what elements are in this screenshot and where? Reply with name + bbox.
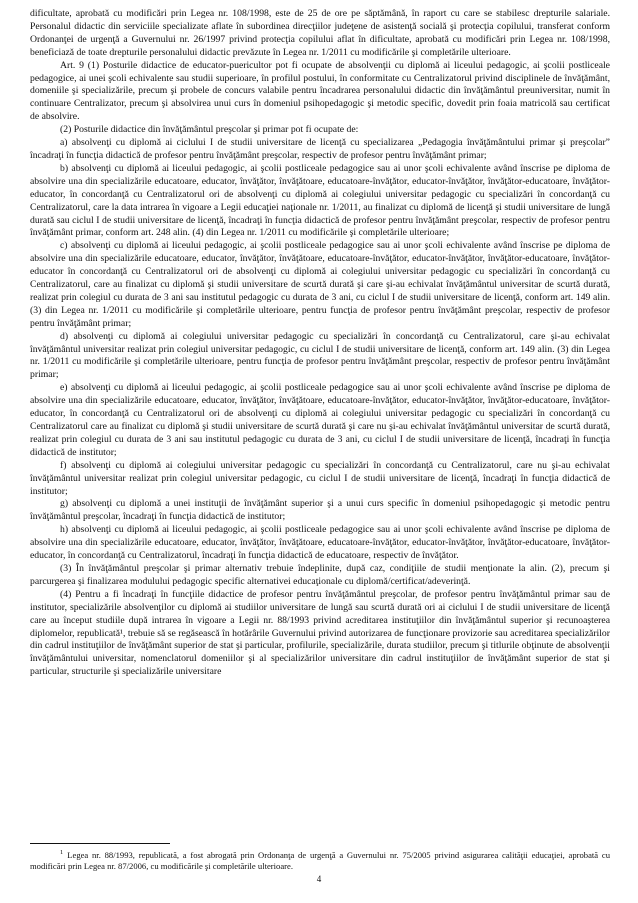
page-number: 4: [316, 874, 322, 884]
paragraph-item-h: h) absolvenţi cu diplomă ai liceului pedagogic, ai şcolii postliceale pedagogice sau ai unor şcoli echivalente având înscrise pe diploma de absolvire una din specializările educatoare, educator, învăţător, învăţătoare, educatoare-învăţător, educator-învăţător, învăţător-educatoare, învăţător-educator, în concordanţă cu Centralizatorul, încadraţi în funcţia didactică de educatoare, respectiv de învăţător.: [30, 524, 610, 562]
paragraph-item-c: c) absolvenţi cu diplomă ai liceului pedagogic, ai şcolii postliceale pedagogice sau ai unor şcoli echivalente având înscrise pe diploma de absolvire una din specializările educatoare, educator, învăţător, învăţătoare, educatoare-învăţător, educator-învăţător, învăţător-educatoare, învăţător-educator în concordanţă cu Centralizatorul ori de absolvenţi cu diplomă ai colegiului universitar pedagogic cu specializări în concordanţă cu Centralizatorul, care au finalizat cu diplomă şi studii universitare de scurtă durată şi care şi-au echivalat învăţământul universitar de scurtă durată, realizat prin colegiul cu durata de 3 ani sau institutul pedagogic cu durata de 3 ani, cu ciclul I de studii universitare de licenţă, conform art. 149 alin. (3) din Legea nr. 1/2011 cu modificările şi completările ulterioare, pentru funcţia de profesor pentru învăţământ preşcolar, respectiv de profesor pentru învăţământ primar;: [30, 240, 610, 329]
paragraph-item-a: a) absolvenţi cu diplomă ai ciclului I de studii universitare de licenţă cu specializarea „Pedagogia învăţământului primar şi preşcolar” încadraţi în funcţia didactică de profesor pentru învăţământ preşcolar, respectiv de profesor pentru învăţământ primar;: [30, 137, 610, 161]
paragraph-item-f: f) absolvenţi cu diplomă ai colegiului universitar pedagogic cu specializări în concordanţă cu Centralizatorul, care nu şi-au echivalat învăţământul universitar realizat prin colegiul universitar pedagogic, cu ciclul I de studii universitare de licenţă, încadraţi în funcţia didactică de institutor;: [30, 459, 610, 497]
paragraph-continuation: dificultate, aprobată cu modificări prin Legea nr. 108/1998, este de 25 de ore pe săptămână, în raport cu care se stabilesc drepturile salariale. Personalul didactic din serviciile specializate aflate în subordinea direcţiilor judeţene de asistenţă socială şi protecţia copilului, transferat conform Ordonanţei de urgenţă a Guvernului nr. 26/1997 privind protecţia copilului aflat în dificultate, aprobată cu modificări prin Legea nr. 108/1998, beneficiază de toate drepturile personalului didactic prevăzute în Legea nr. 1/2011 cu modificările şi completările ulterioare.: [30, 8, 610, 58]
paragraph-item-e: e) absolvenţi cu diplomă ai liceului pedagogic, ai şcolii postliceale pedagogice sau ai unor şcoli echivalente având înscrise pe diploma de absolvire una din specializările educatoare, educator, învăţător, învăţătoare, educatoare-învăţător, educator-învăţător, învăţător-educatoare, învăţător-educator, în concordanţă cu Centralizatorul ori de absolvenţi cu diplomă ai colegiului universitar pedagogic cu specializări în concordanţă cu Centralizatorul care au finalizat cu diplomă şi studii universitare de scurtă durată şi care nu şi-au echivalat învăţământul universitar de scurtă durată, realizat prin colegiul cu durata de 3 ani sau institutul pedagogic cu durata de 3 ani, cu ciclul I de studii universitare de licenţă, încadraţi în funcţia didactică de institutor;: [30, 382, 610, 458]
paragraph-item-g: g) absolvenţi cu diplomă a unei instituţii de învăţământ superior şi a unui curs specific în domeniul psihopedagogic şi metodic pentru învăţământul preşcolar, încadraţi în funcţia didactică de institutor;: [30, 498, 610, 523]
document-body: [30, 8, 610, 679]
paragraph-art9-1: Art. 9 (1) Posturile didactice de educator-puericultor pot fi ocupate de absolvenţii cu diplomă ai liceului pedagogic, ai şcolii postliceale pedagogice, ai unei şcoli echivalente sau studii superioare, în profilul postului, în conformitate cu Centralizatorul privind disciplinele de învăţământ, domeniile şi specializările, precum şi probele de concurs valabile pentru încadrarea personalului didactic din învăţământul preuniversitar, numit în continuare Centralizator, precum şi absolvirea unui curs în domeniul psihopedagogic şi metodic specific, dovedit prin foaia matricolă sau certificat de absolvire.: [30, 59, 610, 123]
footnote-text: Legea nr. 88/1993, republicată, a fost abrogată prin Ordonanţa de urgenţă a Guvernului nr. 75/2005 privind asigurarea calităţii educaţiei, aprobată cu modificări prin Legea nr. 87/2006, cu modificările şi completările ulterioare.: [30, 849, 610, 871]
paragraph-art9-4: (4) Pentru a fi încadraţi în funcţiile didactice de profesor pentru învăţământul preşcolar, de profesor pentru învăţământul primar sau de institutor, specializările absolvenţilor cu diplomă ai studiilor universitare de lungă sau scurtă durată ori ai ciclului I de studii universitare de licenţă care au început studiile după intrarea în vigoare a Legii nr. 88/1993 privind acreditarea instituţiilor din învăţământul superior şi recunoaşterea diplomelor, republicată¹, trebuie să se regăsească în hotărârile Guvernului privind autorizarea de funcţionare provizorie sau acreditarea specializărilor din cadrul instituţiilor de învăţământ superior de stat şi particular, profilurile, specializările, durata studiilor, precum şi titlurile obţinute de absolvenţii învăţământului universitar, nomenclatorul domeniilor şi al specializărilor universitare din cadrul instituţiilor de învăţământ superior de stat şi particular, structurile şi specializările universitare: [30, 588, 610, 678]
footnote: [30, 847, 610, 872]
paragraph-art9-3: (3) În învăţământul preşcolar şi primar alternativ trebuie îndeplinite, după caz, condiţiile de studii menţionate la alin. (2), precum şi parcurgerea şi finalizarea modulului pedagogic specific alternativei educaţionale cu diplomă/certificat/adeverinţă.: [30, 562, 610, 587]
footnote-mark: 1: [60, 849, 64, 856]
paragraph-item-b: b) absolvenţi cu diplomă ai liceului pedagogic, ai şcolii postliceale pedagogice sau ai unor şcoli echivalente având înscrise pe diploma de absolvire una din specializările educatoare, educator, învăţător, învăţătoare, educatoare-învăţător, educator-învăţător, învăţător-educatoare, învăţător-educator, în concordanţă cu Centralizatorul ori de absolvenţi cu diplomă ai colegiului universitar pedagogic cu specializări în concordanţă cu Centralizatorul, care la data intrarea în vigoare a Legii educaţiei naţionale nr. 1/2011, au finalizat cu diplomă de licenţă şi studii universitare de lungă durată sau ciclul I de studii universitare de licenţă, încadraţi în funcţia didactică de profesor pentru învăţământ preşcolar, respectiv de profesor pentru învăţământ primar, conform art. 248 alin. (4) din Legea nr. 1/2011 cu modificările şi completările ulterioare;: [30, 162, 610, 239]
footnote-divider: [30, 843, 170, 844]
paragraph-art9-2: (2) Posturile didactice din învăţământul preşcolar şi primar pot fi ocupate de:: [60, 124, 359, 136]
paragraph-item-d: d) absolvenţi cu diplomă ai colegiului universitar pedagogic cu specializări în concordanţă cu Centralizatorul, care şi-au echivalat învăţământul universitar realizat prin colegiul universitar pedagogic, cu ciclul I de studii universitare de licenţă, conform art. 149 alin. (3) din Legea nr. 1/2011 cu modificările şi completările ulterioare, pentru funcţia de profesor pentru învăţământ preşcolar, respectiv de profesor pentru învăţământ primar;: [30, 330, 610, 381]
